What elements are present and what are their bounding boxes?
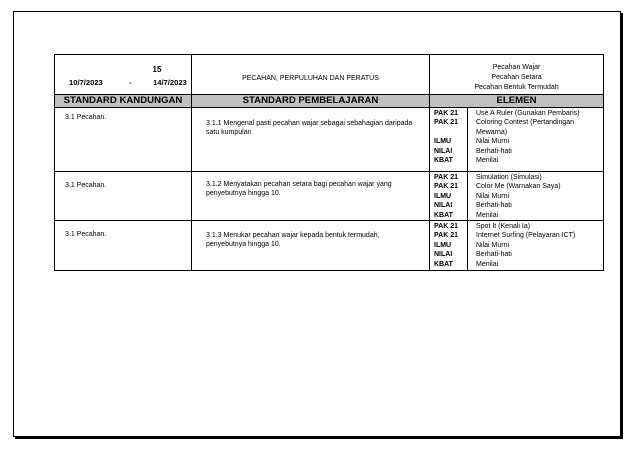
element-item: Spot It (Kenali Ia) xyxy=(476,223,531,231)
code-item: PAK 21 xyxy=(434,232,458,240)
pembelajaran-text: 3.1.1 Mengenal pasti pecahan wajar sebagai sebahagian daripada satu kumpulan xyxy=(206,120,413,136)
date-separator: - xyxy=(129,78,132,87)
column-header-row xyxy=(55,95,604,108)
code-item: NILAI xyxy=(434,147,453,155)
kandungan-cell xyxy=(55,108,192,172)
element-item: Simulation (Simulasi) xyxy=(476,174,542,181)
code-item: PAK 21 xyxy=(434,174,458,181)
codes-list xyxy=(430,108,467,165)
element-item: Nilai Murni xyxy=(476,192,510,200)
element-item: Berhati-hati xyxy=(476,251,512,259)
week-number: 15 xyxy=(152,65,162,74)
codes-list xyxy=(430,221,467,269)
code-item: NILAI xyxy=(434,251,453,259)
header-elemen: ELEMEN xyxy=(430,95,604,108)
code-item: KBAT xyxy=(434,211,453,219)
table-row xyxy=(55,108,604,172)
standard-item: Pecahan Setara xyxy=(491,74,542,81)
codes-cell xyxy=(430,172,468,221)
header-standard-pembelajaran: STANDARD PEMBELAJARAN xyxy=(192,95,430,108)
elements-cell xyxy=(468,221,604,271)
code-spacer xyxy=(434,128,467,137)
elements-list xyxy=(468,108,603,165)
kandungan-text: 3.1 Pecahan. xyxy=(65,114,107,121)
week-header-row xyxy=(55,55,604,95)
kandungan-text: 3.1 Pecahan. xyxy=(65,182,107,189)
pembelajaran-text: 3.1.3 Menukar pecahan wajar kepada bentuk termudah, penyebutnya hingga 10. xyxy=(206,232,380,249)
table-row xyxy=(55,172,604,221)
element-item: Internet Surfing (Pelayaran ICT) xyxy=(476,232,576,240)
element-item: Nilai Murni xyxy=(476,138,510,146)
code-item: PAK 21 xyxy=(434,119,458,127)
elements-cell xyxy=(468,172,604,221)
standards-list xyxy=(430,55,603,93)
header-standard-kandungan: STANDARD KANDUNGAN xyxy=(55,95,192,108)
element-item: Mewarna) xyxy=(476,128,508,136)
elements-list xyxy=(468,221,603,269)
codes-cell xyxy=(430,221,468,271)
code-item: KBAT xyxy=(434,157,453,165)
element-item: Berhati-hati xyxy=(476,202,512,210)
table-row xyxy=(55,221,604,271)
pembelajaran-cell xyxy=(192,108,430,172)
kandungan-text: 3.1 Pecahan. xyxy=(65,231,107,239)
element-item: Berhati-hati xyxy=(476,147,512,155)
elements-cell xyxy=(468,108,604,172)
date-range xyxy=(55,78,191,87)
topic-cell xyxy=(192,55,430,95)
code-item: ILMU xyxy=(434,138,452,146)
pembelajaran-cell xyxy=(192,172,430,221)
pembelajaran-cell xyxy=(192,221,430,271)
codes-list xyxy=(430,172,467,220)
code-item: KBAT xyxy=(434,260,453,268)
standards-cell xyxy=(430,55,604,95)
codes-cell xyxy=(430,108,468,172)
code-item: NILAI xyxy=(434,202,453,210)
kandungan-cell xyxy=(55,172,192,221)
topic-title: PECAHAN, PERPULUHAN DAN PERATUS xyxy=(242,75,379,82)
element-item: Nilai Murni xyxy=(476,241,510,249)
code-item: ILMU xyxy=(434,241,452,249)
date-end: 14/7/2023 xyxy=(153,78,187,87)
code-item: PAK 21 xyxy=(434,223,458,231)
lesson-plan-table xyxy=(54,54,604,271)
week-cell xyxy=(55,55,192,95)
code-item: PAK 21 xyxy=(434,110,458,117)
date-start: 10/7/2023 xyxy=(69,78,103,87)
element-item: Menilai xyxy=(476,260,499,268)
pembelajaran-text: 3.1.2 Menyatakan pecahan setara bagi pecahan wajar yang penyebutnya hingga 10. xyxy=(206,181,392,197)
element-item: Menilai xyxy=(476,157,499,165)
elements-list xyxy=(468,172,603,220)
standard-item: Pecahan Bentuk Termudah xyxy=(474,84,559,91)
code-item: ILMU xyxy=(434,192,452,200)
standard-item: Pecahan Wajar xyxy=(492,64,541,71)
element-item: Use A Ruler (Gunakan Pembaris) xyxy=(476,110,580,117)
element-item: Menilai xyxy=(476,211,499,219)
element-item: Color Me (Warnakan Saya) xyxy=(476,183,561,191)
code-item: PAK 21 xyxy=(434,183,458,191)
kandungan-cell xyxy=(55,221,192,271)
element-item: Coloring Contest (Pertandingan xyxy=(476,119,575,127)
